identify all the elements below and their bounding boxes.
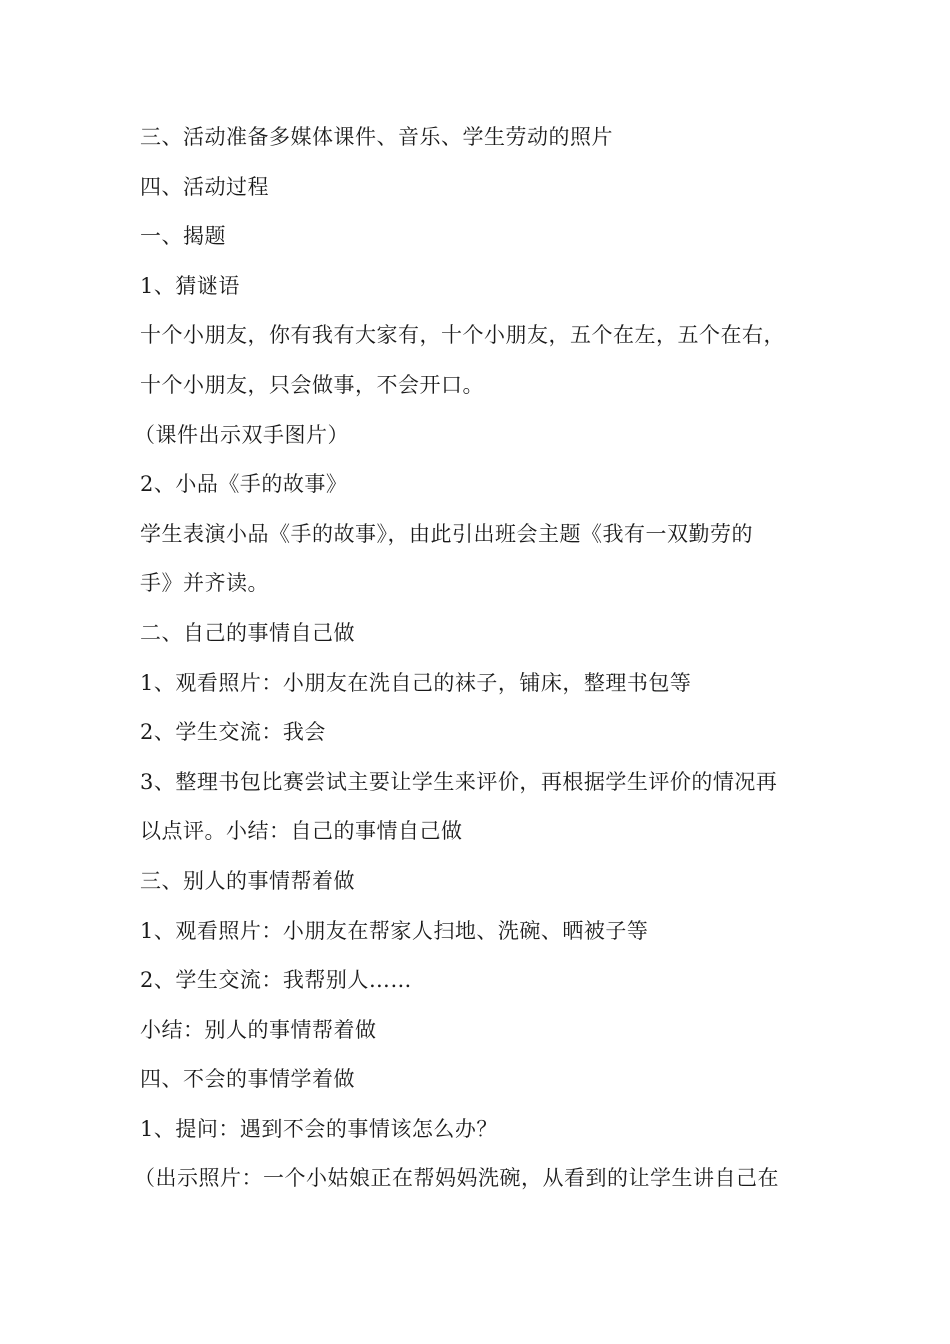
text-line: 1、提问：遇到不会的事情该怎么办？ bbox=[140, 1116, 498, 1141]
item-heading: 2、小品《手的故事》 bbox=[140, 472, 348, 497]
text-line: 2、学生交流：我会 bbox=[140, 720, 326, 745]
section-heading: 四、不会的事情学着做 bbox=[140, 1067, 355, 1092]
document-body bbox=[134, 113, 830, 1204]
text-line: 3、整理书包比赛尝试主要让学生来评价，再根据学生评价的情况再 bbox=[140, 769, 778, 794]
text-line: （课件出示双手图片） bbox=[134, 422, 349, 447]
item-heading: 1、猜谜语 bbox=[140, 273, 240, 298]
section-heading: 一、揭题 bbox=[140, 224, 226, 249]
section-heading: 四、活动过程 bbox=[140, 174, 269, 199]
text-line: 1、观看照片：小朋友在洗自己的袜子，铺床，整理书包等 bbox=[140, 670, 692, 695]
text-line: 2、学生交流：我帮别人…… bbox=[140, 968, 412, 993]
text-line: 十个小朋友，只会做事，不会开口。 bbox=[140, 372, 484, 397]
text-line: （出示照片：一个小姑娘正在帮妈妈洗碗，从看到的让学生讲自己在 bbox=[134, 1166, 779, 1191]
text-line: 1、观看照片：小朋友在帮家人扫地、洗碗、晒被子等 bbox=[140, 918, 649, 943]
text-line: 十个小朋友，你有我有大家有，十个小朋友，五个在左，五个在右， bbox=[140, 323, 785, 348]
text-line: 以点评。小结：自己的事情自己做 bbox=[140, 819, 463, 844]
text-line: 学生表演小品《手的故事》，由此引出班会主题《我有一双勤劳的 bbox=[140, 521, 753, 546]
text-line: 小结：别人的事情帮着做 bbox=[140, 1017, 377, 1042]
section-heading: 三、别人的事情帮着做 bbox=[140, 868, 355, 893]
text-line: 三、活动准备多媒体课件、音乐、学生劳动的照片 bbox=[140, 125, 613, 149]
text-line: 手》并齐读。 bbox=[140, 571, 269, 596]
section-heading: 二、自己的事情自己做 bbox=[140, 620, 355, 645]
